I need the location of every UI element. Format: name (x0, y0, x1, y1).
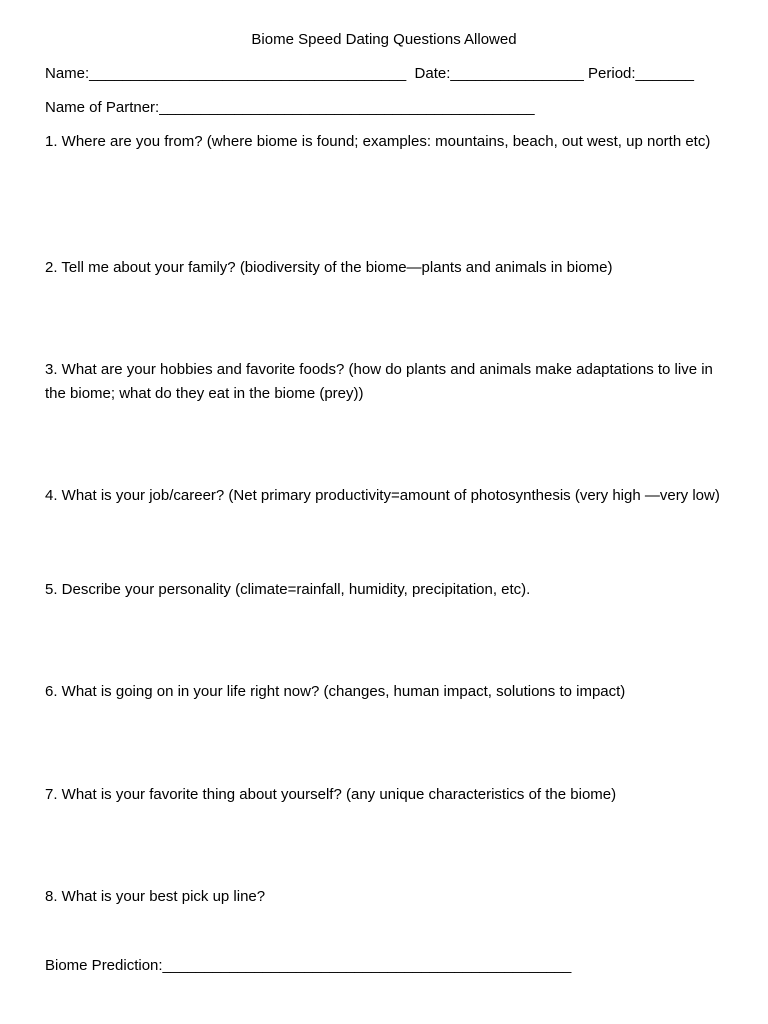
question-3: 3. What are your hobbies and favorite foods? (how do plants and animals make adaptations to live in the biome; what do they eat in the biome (prey)) (45, 361, 713, 402)
question-6: 6. What is going on in your life right now? (changes, human impact, solutions to impact) (45, 683, 626, 700)
partner-name-line: Name of Partner:_____________________________________________ (45, 99, 535, 116)
question-1: 1. Where are you from? (where biome is found; examples: mountains, beach, out west, up north etc) (45, 133, 711, 150)
question-4: 4. What is your job/career? (Net primary productivity=amount of photosynthesis (very high —very low) (45, 487, 720, 504)
question-5: 5. Describe your personality (climate=rainfall, humidity, precipitation, etc). (45, 581, 531, 598)
worksheet-title: Biome Speed Dating Questions Allowed (251, 31, 517, 48)
question-8: 8. What is your best pick up line? (45, 888, 266, 905)
question-2: 2. Tell me about your family? (biodiversity of the biome—plants and animals in biome) (45, 259, 613, 276)
name-date-period-line: Name:______________________________________ Date:________________ Period:_______ (45, 65, 694, 82)
biome-prediction-line: Biome Prediction:_________________________________________________ (45, 957, 572, 974)
question-7: 7. What is your favorite thing about yourself? (any unique characteristics of the biome) (45, 786, 617, 803)
